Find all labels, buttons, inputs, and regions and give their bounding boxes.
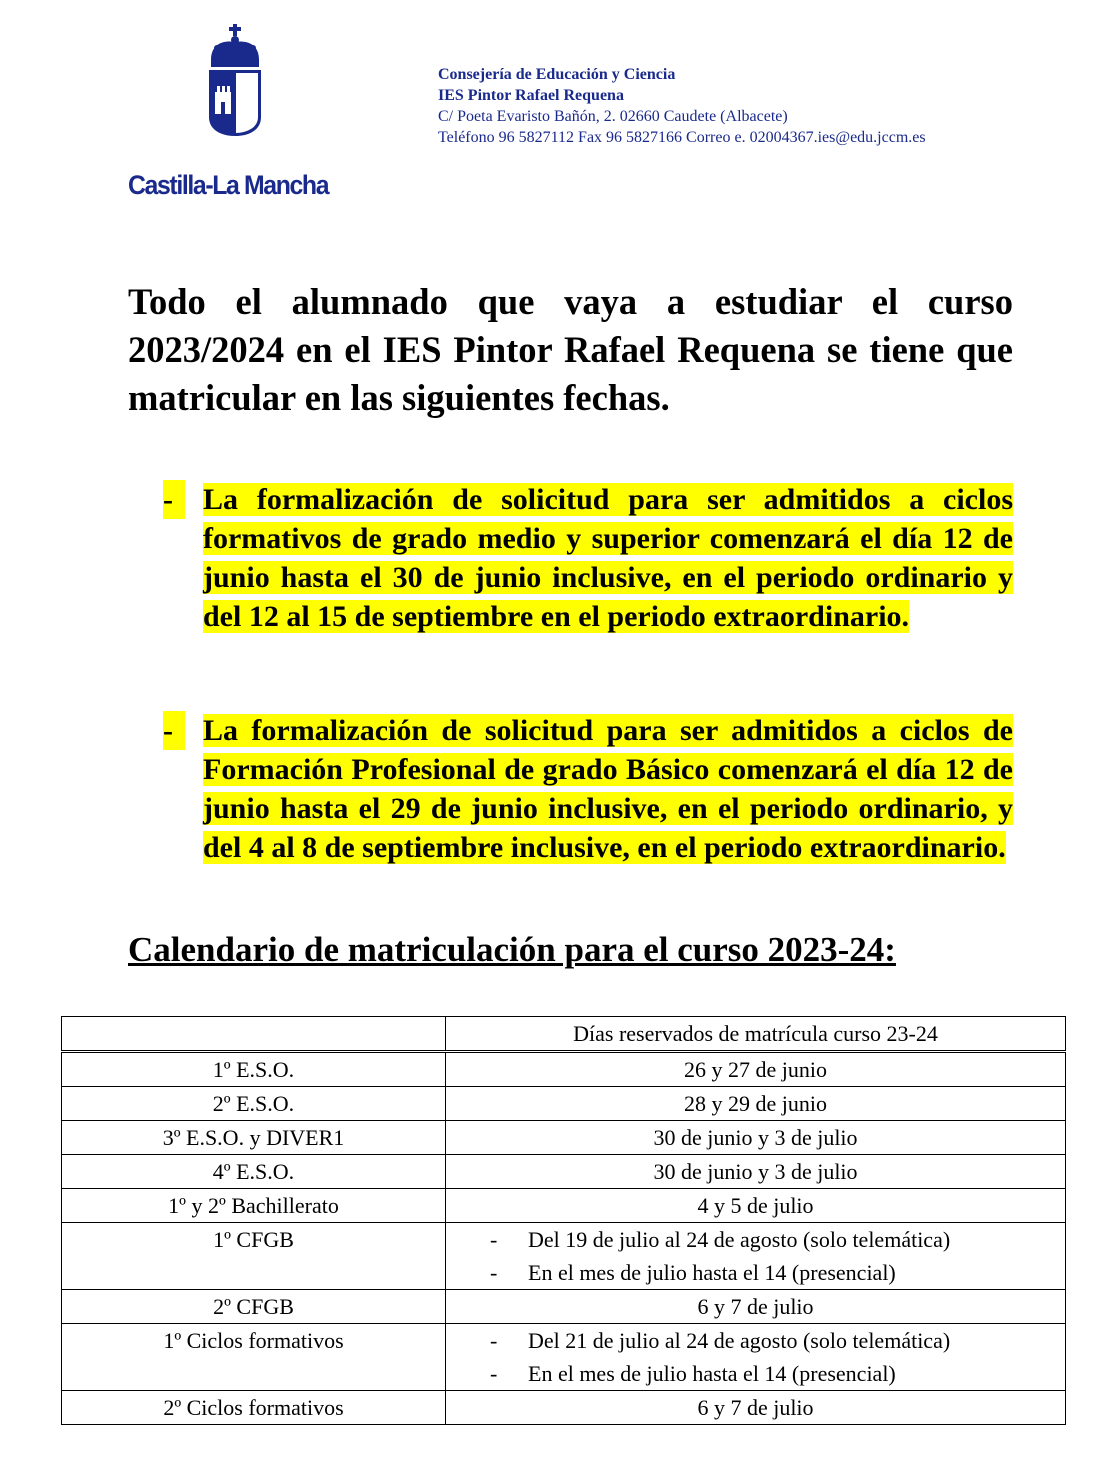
days-list-text: Del 19 de julio al 24 de agosto (solo telemática) <box>528 1227 951 1252</box>
bullet-dash: - <box>163 480 185 519</box>
table-header-cell: Días reservados de matrícula curso 23-24 <box>446 1017 1066 1052</box>
header-contact: Teléfono 96 5827112 Fax 96 5827166 Correo e. 02004367.ies@edu.jccm.es <box>438 129 926 146</box>
table-header-row <box>62 1017 1066 1052</box>
enrollment-table <box>61 1016 1066 1425</box>
bullet-item <box>163 480 1013 636</box>
days-list-item <box>446 1357 1065 1390</box>
days-cell: 26 y 27 de junio <box>446 1052 1066 1087</box>
table-row <box>62 1121 1066 1155</box>
header-address: C/ Poeta Evaristo Bañón, 2. 02660 Caudete (Albacete) <box>438 108 788 125</box>
intro-paragraph: Todo el alumnado que vaya a estudiar el curso 2023/2024 en el IES Pintor Rafael Requena se tiene que matricular en las siguientes fechas. <box>128 281 1013 418</box>
days-list-item <box>446 1256 1065 1289</box>
days-cell: 30 de junio y 3 de julio <box>446 1121 1066 1155</box>
table-row <box>62 1189 1066 1223</box>
table-row <box>62 1223 1066 1290</box>
table-row <box>62 1087 1066 1121</box>
course-cell: 1º y 2º Bachillerato <box>62 1189 446 1223</box>
days-cell: 28 y 29 de junio <box>446 1087 1066 1121</box>
days-cell <box>446 1324 1066 1391</box>
header-contact-block <box>438 64 926 148</box>
days-list-item <box>446 1223 1065 1256</box>
days-cell <box>446 1223 1066 1290</box>
days-cell: 30 de junio y 3 de julio <box>446 1155 1066 1189</box>
days-list-text: Del 21 de julio al 24 de agosto (solo telemática) <box>528 1328 951 1353</box>
course-cell: 1º E.S.O. <box>62 1052 446 1087</box>
table-row <box>62 1391 1066 1425</box>
coat-of-arms-icon <box>205 22 265 142</box>
header-department: Consejería de Educación y Ciencia <box>438 66 676 83</box>
days-cell: 6 y 7 de julio <box>446 1391 1066 1425</box>
course-cell: 2º Ciclos formativos <box>62 1391 446 1425</box>
table-row <box>62 1324 1066 1391</box>
castilla-la-mancha-logo <box>125 22 355 200</box>
bullet-item <box>163 711 1013 867</box>
course-cell: 1º CFGB <box>62 1223 446 1290</box>
days-cell: 4 y 5 de julio <box>446 1189 1066 1223</box>
bullet-text: La formalización de solicitud para ser admitidos a ciclos de Formación Profesional de grado Básico comenzará el día 12 de junio hasta el 29 de junio inclusive, en el periodo ordinario, y del 4 al 8 de septiembre inclusive, en el periodo extraordinario. <box>203 714 1013 864</box>
days-list-item <box>446 1324 1065 1357</box>
days-list-text: En el mes de julio hasta el 14 (presencial) <box>528 1361 896 1386</box>
course-cell: 1º Ciclos formativos <box>62 1324 446 1391</box>
course-cell: 3º E.S.O. y DIVER1 <box>62 1121 446 1155</box>
course-cell: 2º E.S.O. <box>62 1087 446 1121</box>
days-list-text: En el mes de julio hasta el 14 (presencial) <box>528 1260 896 1285</box>
table-row <box>62 1155 1066 1189</box>
bullet-text: La formalización de solicitud para ser admitidos a ciclos formativos de grado medio y superior comenzará el día 12 de junio hasta el 30 de junio inclusive, en el periodo ordinario y del 12 al 15 de septiembre en el periodo extraordinario. <box>203 483 1013 633</box>
table-row <box>62 1290 1066 1324</box>
table-header-cell <box>62 1017 446 1052</box>
days-cell: 6 y 7 de julio <box>446 1290 1066 1324</box>
course-cell: 4º E.S.O. <box>62 1155 446 1189</box>
logo-text: Castilla-La Mancha <box>128 170 329 200</box>
bullet-dash: - <box>163 711 185 750</box>
header-school-name: IES Pintor Rafael Requena <box>438 87 624 104</box>
course-cell: 2º CFGB <box>62 1290 446 1324</box>
calendar-title: Calendario de matriculación para el curso 2023-24: <box>128 930 896 969</box>
table-row <box>62 1052 1066 1087</box>
